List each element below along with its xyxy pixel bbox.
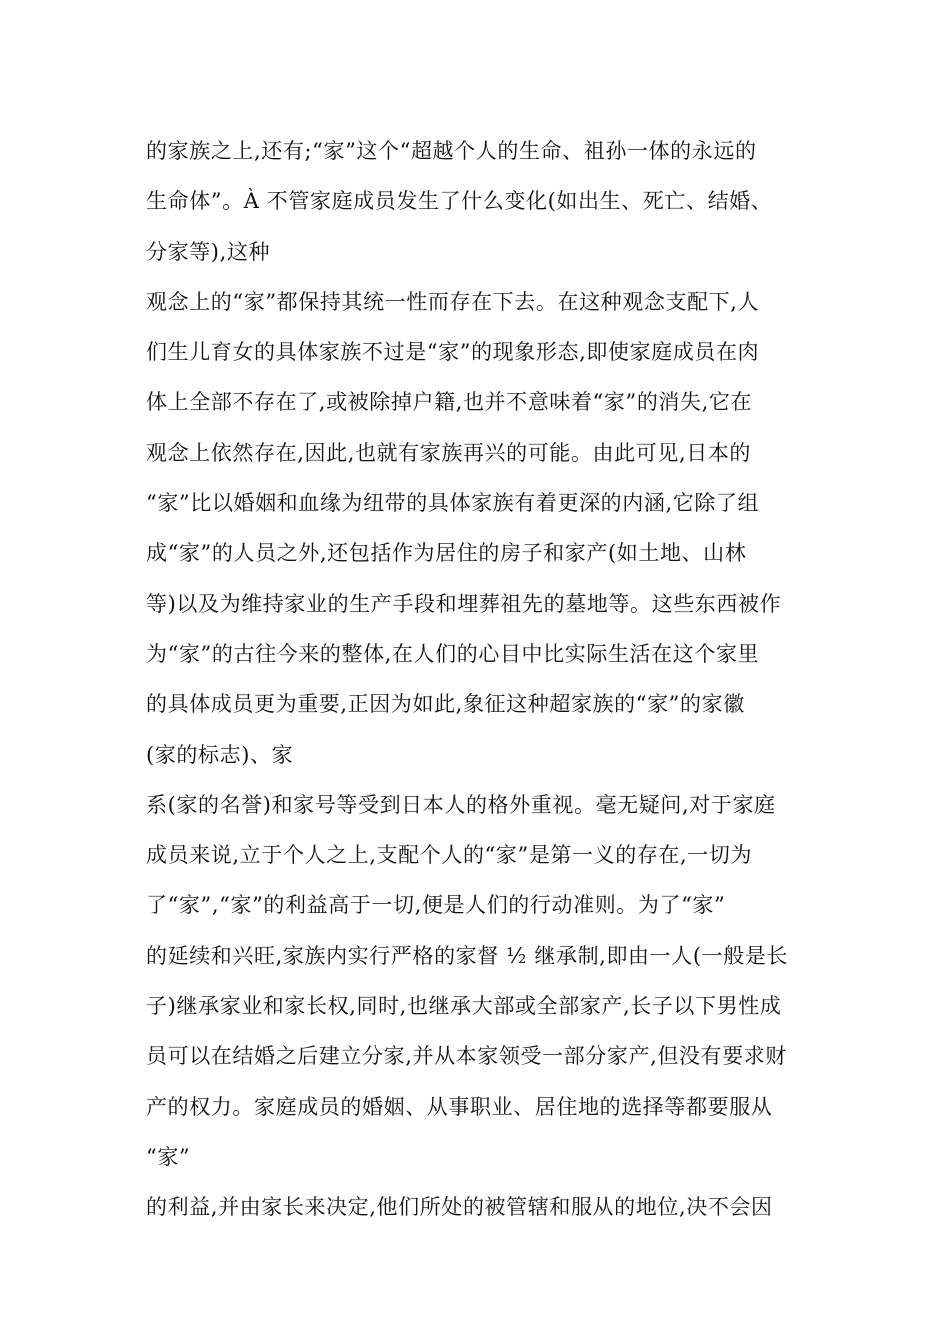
text-line: (家的标志)、家 <box>146 742 294 767</box>
text-line: 成“家”的人员之外,还包括作为居住的房子和家产(如土地、山林 <box>146 541 747 566</box>
text-line: 系(家的名誉)和家号等受到日本人的格外重视。毫无疑问,对于家庭 <box>146 792 776 817</box>
text-line: 的延续和兴旺,家族内实行严格的家督 ½ 继承制,即由一人(一般是长 <box>146 943 789 968</box>
text-line: 为“家”的古往今来的整体,在人们的心目中比实际生活在这个家里 <box>146 641 760 666</box>
text-line: 观念上依然存在,因此,也就有家族再兴的可能。由此可见,日本的 <box>146 440 752 465</box>
text-line: 的具体成员更为重要,正因为如此,象征这种超家族的“家”的家徽 <box>146 692 745 717</box>
text-line: 等)以及为维持家业的生产手段和埋葬祖先的墓地等。这些东西被作 <box>146 591 782 616</box>
text-line: 体上全部不存在了,或被除掉户籍,也并不意味着“家”的消失,它在 <box>146 390 753 415</box>
text-line: 的利益,并由家长来决定,他们所处的被管辖和服从的地位,决不会因 <box>146 1195 773 1220</box>
text-line: 产的权力。家庭成员的婚姻、从事职业、居住地的选择等都要服从 <box>146 1094 773 1119</box>
text-line: 员可以在结婚之后建立分家,并从本家领受一部分家产,但没有要求财 <box>146 1044 787 1069</box>
text-line: 了“家”,“家”的利益高于一切,便是人们的行动准则。为了“家” <box>146 893 726 918</box>
text-line: 观念上的“家”都保持其统一性而存在下去。在这种观念支配下,人 <box>146 289 760 314</box>
text-line: 生命体”。À 不管家庭成员发生了什么变化(如出生、死亡、结婚、 <box>146 189 773 214</box>
text-line: 的家族之上,还有;“家”这个“超越个人的生命、祖孙一体的永远的 <box>146 139 757 163</box>
text-line: “家”比以婚姻和血缘为纽带的具体家族有着更深的内涵,它除了组 <box>146 491 760 516</box>
text-line: 子)继承家业和家长权,同时,也继承大部或全部家产,长子以下男性成 <box>146 994 782 1019</box>
text-line: 成员来说,立于个人之上,支配个人的“家”是第一义的存在,一切为 <box>146 843 753 868</box>
body-text <box>146 126 812 1233</box>
text-line: “家” <box>146 1144 191 1169</box>
text-line: 分家等),这种 <box>146 239 271 264</box>
text-line: 们生儿育女的具体家族不过是“家”的现象形态,即使家庭成员在肉 <box>146 340 760 365</box>
